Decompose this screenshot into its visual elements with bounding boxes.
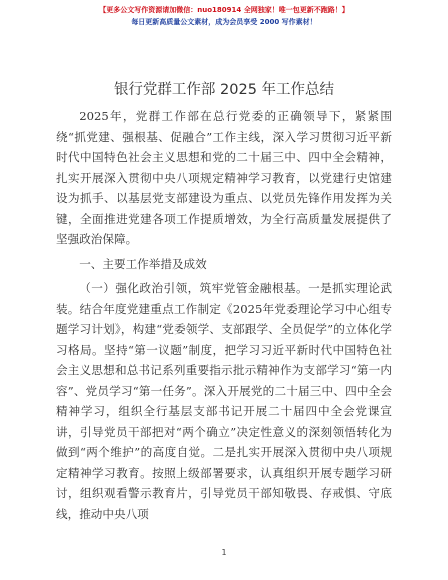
- promo-banner: [0, 4, 448, 28]
- intro-paragraph: 2025年，党群工作部在总行党委的正确领导下，紧紧围绕“抓党建、强根基、促融合”工作主线，深入学习贯彻习近平新时代中国特色社会主义思想和党的二十届三中、四中全会精神，扎实开展深入贯彻中央八项规定精神学习教育，以党建行史馆建设为抓手、以基层党支部建设为重点、以党员先锋作用发挥为关键，全面推进党建各项工作提质增效，为全行高质量发展提供了坚强政治保障。: [56, 109, 392, 246]
- section-heading: 一、主要工作举措及成效: [79, 256, 207, 271]
- promo-banner-line1: 【更多公文写作资源请加微信：nuo180914 全网独家！唯一包更新不跑路！】: [99, 6, 349, 14]
- section-paragraph: （一）强化政治引领，筑牢党管金融根基。一是抓实理论武装。结合年度党建重点工作制定《2025年党委理论学习中心组专题学习计划》，构建“党委领学、支部跟学、全员促学”的立体化学习格局。坚持“第一议题”制度，把学习习近平新时代中国特色社会主义思想和总书记系列重要指示批示精神作为支部学习“第一内容”、党员学习“第一任务”。深入开展党的二十届三中、四中全会精神学习，组织全行基层支部书记开展二十届四中全会党课宣讲，引导党员干部把对“两个确立”决定性意义的深刻领悟转化为做到“两个维护”的高度自觉。二是扎实开展深入贯彻中央八项规定精神学习教育。按照上级部署要求，认真组织开展专题学习研讨，组织观看警示教育片，引导党员干部知敬畏、存戒惧、守底线，推动中央八项: [56, 281, 392, 521]
- page-number: 1: [221, 548, 227, 557]
- document-body: [56, 106, 392, 524]
- promo-banner-line2: 每日更新高质量公文素材，成为会员享受 2000 写作素材！: [131, 18, 317, 26]
- document-title: 银行党群工作部 2025 年工作总结: [113, 82, 335, 98]
